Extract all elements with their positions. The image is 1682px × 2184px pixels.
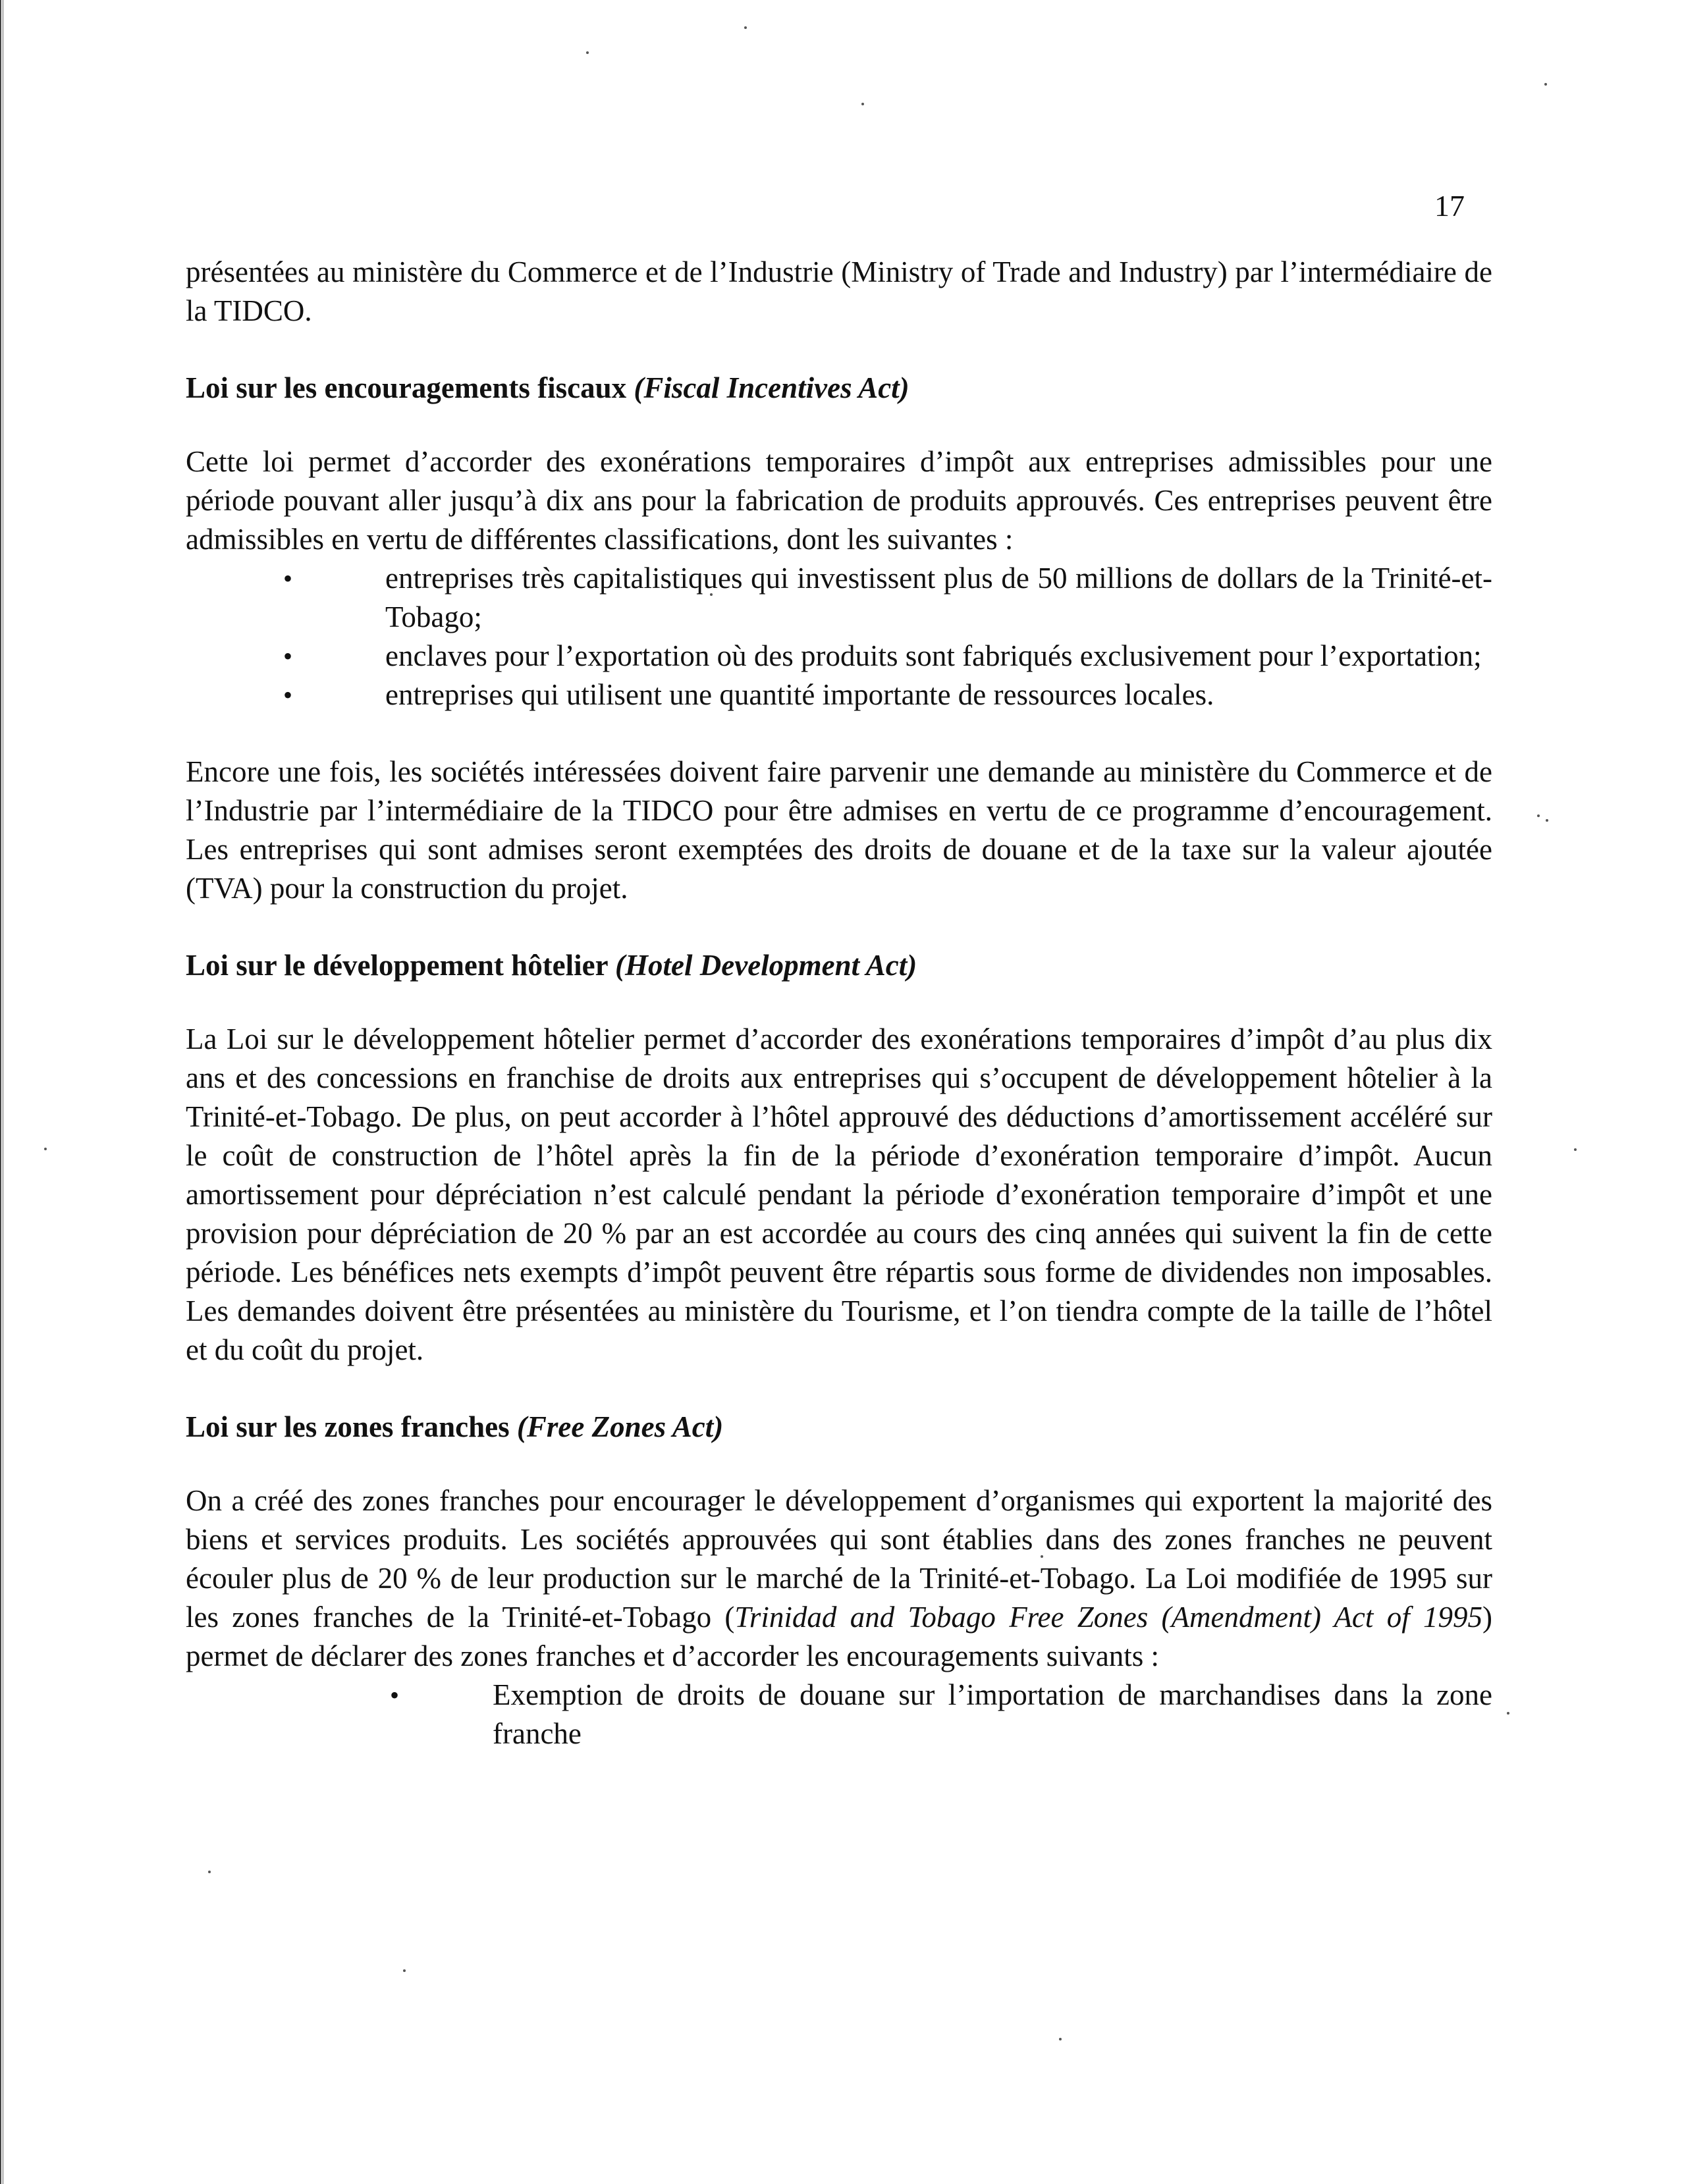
list-item [186,1676,1492,1753]
list-item [186,676,1492,714]
document-body [186,253,1492,1753]
list-item-text: entreprises qui utilisent une quantité importante de ressources locales. [385,678,1214,711]
fiscal-incentives-heading [186,369,1492,408]
scan-speck [1546,819,1548,822]
scan-speck [403,1969,406,1972]
fiscal-incentives-paragraph: Cette loi permet d’accorder des exonérations temporaires d’impôt aux entreprises admissibles pour une période pouvant aller jusqu’à dix ans pour la fabrication de produits approuvés. Ces entreprises peuvent être admissibles en vertu de différentes classifications, dont les suivantes : [186,445,1492,556]
free-zones-paragraph [186,1481,1492,1676]
free-zones-heading [186,1408,1492,1447]
scan-speck [1574,1148,1577,1151]
heading-french: Loi sur les encouragements fiscaux [186,371,627,404]
page-number: 17 [1434,189,1465,223]
scan-speck [1059,2038,1062,2040]
scan-speck [44,1148,47,1150]
bullet-icon: • [283,641,293,671]
scan-speck [1507,1712,1509,1715]
scan-speck [744,26,747,29]
free-zones-text-part2: ) permet de déclarer des zones franches et d’accorder les encouragements suivants : [186,1601,1492,1672]
scan-speck [586,51,589,54]
scan-speck [1537,814,1540,817]
intro-paragraph: présentées au ministère du Commerce et de l’Industrie (Ministry of Trade and Industry) par l’intermédiaire de la TIDCO. [186,255,1492,327]
hotel-development-heading [186,946,1492,985]
bullet-icon: • [390,1680,400,1710]
hotel-development-paragraph: La Loi sur le développement hôtelier permet d’accorder des exonérations temporaires d’impôt d’au plus dix ans et des concessions en franchise de droits aux entreprises qui s’occupent de développement hôtelier à la Trinité-et-Tobago. De plus, on peut accorder à l’hôtel approuvé des déductions d’amortissement accéléré sur le coût de construction de l’hôtel après la fin de la période d’exonération temporaire d’impôt. Aucun amortissement pour dépréciation n’est calculé pendant la période d’exonération temporaire d’impôt et une provision pour dépréciation de 20 % par an est accordée au cours des cinq années qui suivent la fin de cette période. Les bénéfices nets exempts d’impôt peuvent être répartis sous forme de dividendes non imposables. Les demandes doivent être présentées au ministère du Tourisme, et l’on tiendra compte de la taille de l’hôtel et du coût du projet. [186,1023,1492,1366]
list-item-text: entreprises très capitalistiques qui investissent plus de 50 millions de dollars de la Trinité-et-Tobago; [385,562,1492,633]
scan-speck [1544,83,1547,86]
bullet-icon: • [283,680,293,710]
list-item-text: Exemption de droits de douane sur l’importation de marchandises dans la zone franche [493,1678,1492,1750]
heading-french: Loi sur les zones franches [186,1410,510,1443]
free-zones-text-part1: On a créé des zones franches pour encourager le développement d’organismes qui exportent la majorité des biens et services produits. Les sociétés approuvées qui sont établies dans des zones franches ne peuvent écouler plus de 20 % de leur production sur le marché de la Trinité-et-Tobago. La Loi modifiée de 1995 sur les zones franches de la Trinité-et-Tobago ( [186,1484,1492,1634]
heading-english: (Free Zones Act) [516,1410,724,1443]
fiscal-closing-paragraph: Encore une fois, les sociétés intéressées doivent faire parvenir une demande au ministère du Commerce et de l’Industrie par l’intermédiaire de la TIDCO pour être admises en vertu de ce programme d’encouragement. Les entreprises qui sont admises seront exemptées des droits de douane et de la taxe sur la valeur ajoutée (TVA) pour la construction du projet. [186,755,1492,905]
heading-french: Loi sur le développement hôtelier [186,949,608,982]
scan-speck [208,1871,211,1873]
list-item-text: enclaves pour l’exportation où des produits sont fabriqués exclusivement pour l’exportation; [385,639,1482,672]
scan-speck [861,103,864,105]
free-zones-act-title: Trinidad and Tobago Free Zones (Amendment) Act of 1995 [734,1601,1482,1634]
fiscal-incentives-list [186,559,1492,714]
heading-english: (Hotel Development Act) [615,949,917,982]
free-zones-list [186,1676,1492,1753]
list-item [186,637,1492,676]
list-item [186,559,1492,637]
scan-edge-line [0,0,5,2184]
heading-english: (Fiscal Incentives Act) [634,371,909,404]
bullet-icon: • [283,564,293,593]
